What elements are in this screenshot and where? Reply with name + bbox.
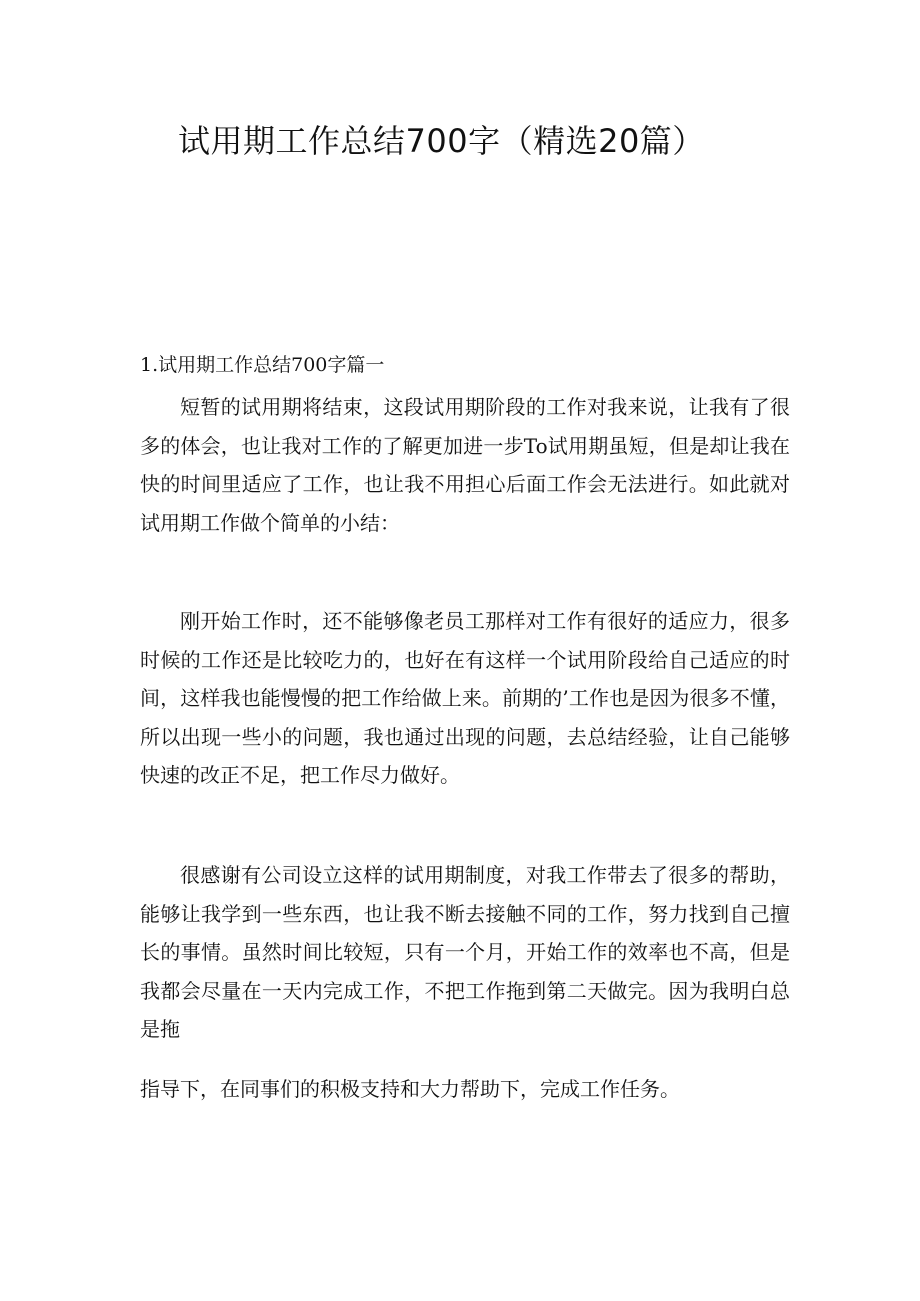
trailing-line: 指导下，在同事们的积极支持和大力帮助下，完成工作任务。 [140,1077,680,1101]
paragraph-1: 短暂的试用期将结束，这段试用期阶段的工作对我来说，让我有了很多的体会，也让我对工作的了解更加进一步To试用期虽短，但是却让我在快的时间里适应了工作，也让我不用担心后面工作会无法进行。如此就对试用期工作做个简单的小结： [140,395,790,535]
document-title: 试用期工作总结700字（精选20篇） [178,122,705,160]
paragraph-2: 刚开始工作时，还不能够像老员工那样对工作有很好的适应力，很多时候的工作还是比较吃力的，也好在有这样一个试用阶段给自己适应的时间，这样我也能慢慢的把工作给做上来。前期的’工作也是因为很多不懂，所以出现一些小的问题，我也通过出现的问题，去总结经验，让自己能够快速的改正不足，把工作尽力做好。 [140,609,790,787]
paragraph-3: 很感谢有公司设立这样的试用期制度，对我工作带去了很多的帮助，能够让我学到一些东西，也让我不断去接触不同的工作，努力找到自己擅长的事情。虽然时间比较短，只有一个月，开始工作的效率也不高，但是我都会尽量在一天内完成工作，不把工作拖到第二天做完。因为我明白总是拖 [140,863,790,1041]
section-heading: 1.试用期工作总结700字篇一 [140,354,385,376]
